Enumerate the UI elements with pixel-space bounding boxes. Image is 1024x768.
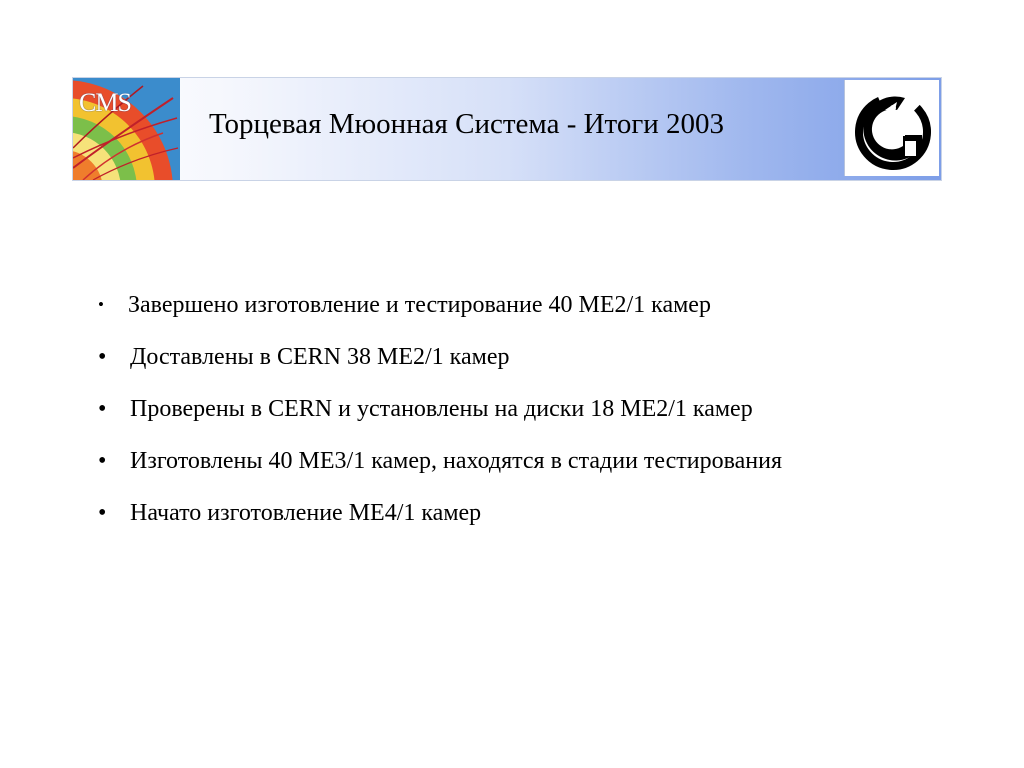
bullet-marker: • <box>98 500 107 526</box>
bullet-marker: • <box>98 344 107 370</box>
bullet-marker: • <box>98 295 104 314</box>
header-bar <box>72 77 942 181</box>
cms-logo-text: CMS <box>79 88 131 117</box>
list-item-text: Завершено изготовление и тестирование 40 МЕ2/1 камер <box>128 292 711 318</box>
list-item-text: Изготовлены 40 МЕ3/1 камер, находятся в стадии тестирования <box>130 448 783 474</box>
cms-logo-graphic <box>73 78 180 180</box>
cern-logo <box>844 80 939 176</box>
page-title: Торцевая Мюонная Система - Итоги 2003 <box>209 108 725 140</box>
list-item-text: Начато изготовление МЕ4/1 камер <box>130 500 482 526</box>
list-item-text: Доставлены в CERN 38 МЕ2/1 камер <box>130 344 510 370</box>
bullet-marker: • <box>98 448 107 474</box>
cern-logo-icon <box>845 80 940 176</box>
cms-logo <box>73 78 180 180</box>
list-item-text: Проверены в CERN и установлены на диски 18 МЕ2/1 камер <box>130 396 753 422</box>
bullet-marker: • <box>98 396 107 422</box>
